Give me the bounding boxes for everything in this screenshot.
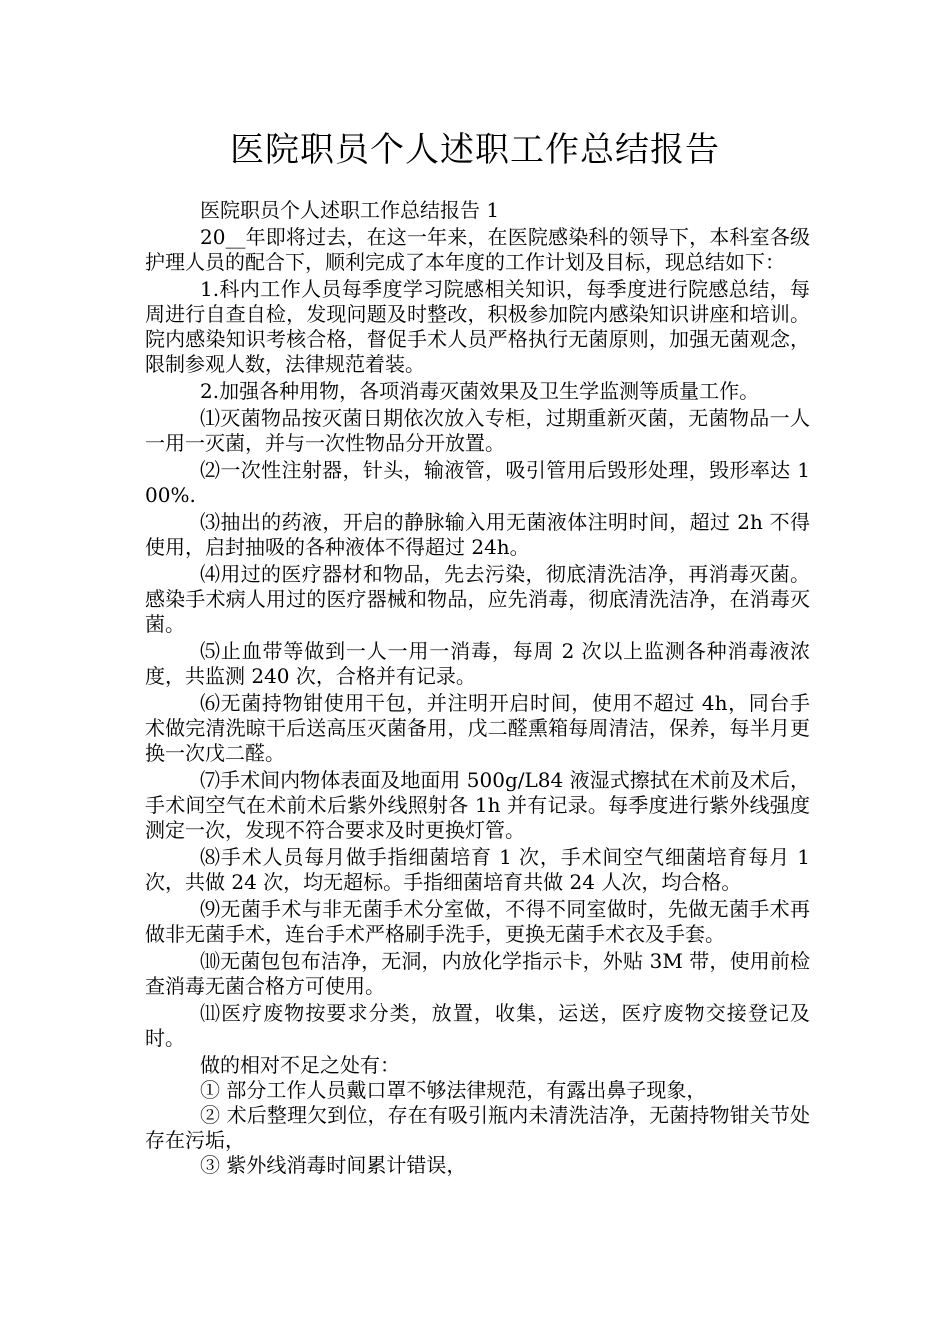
subitem-4-paragraph: ⑷用过的医疗器材和物品，先去污染，彻底清洗洁净，再消毒灭菌。感染手术病人用过的医疗器械和物品，应先消毒，彻底清洗洁净，在消毒灭菌。 <box>145 562 810 636</box>
subitem-1-paragraph: ⑴灭菌物品按灭菌日期依次放入专柜，过期重新灭菌，无菌物品一人一用一灭菌，并与一次性物品分开放置。 <box>145 406 810 455</box>
shortcoming-2: ② 术后整理欠到位，存在有吸引瓶内未清洗洁净，无菌持物钳关节处存在污垢， <box>145 1103 810 1152</box>
subitem-2-paragraph: ⑵一次性注射器，针头，输液管，吸引管用后毁形处理，毁形率达 100%. <box>145 458 810 507</box>
subitem-9-paragraph: ⑼无菌手术与非无菌手术分室做，不得不同室做时，先做无菌手术再做非无菌手术，连台手术严格刷手洗手，更换无菌手术衣及手套。 <box>145 897 810 946</box>
intro-paragraph: 20__年即将过去，在这一年来，在医院感染科的领导下，本科室各级护理人员的配合下，顺利完成了本年度的工作计划及目标，现总结如下： <box>145 225 810 274</box>
subitem-3-paragraph: ⑶抽出的药液，开启的静脉输入用无菌液体注明时间，超过 2h 不得使用，启封抽吸的各种液体不得超过 24h。 <box>145 510 810 559</box>
subitem-6-paragraph: ⑹无菌持物钳使用干包，并注明开启时间，使用不超过 4h，同台手术做完清洗晾干后送高压灭菌备用，戊二醛熏箱每周清洁，保养，每半月更换一次戊二醛。 <box>145 691 810 765</box>
document-title: 医院职员个人述职工作总结报告 <box>230 130 720 170</box>
report-subtitle: 医院职员个人述职工作总结报告 1 <box>200 198 500 222</box>
document-body <box>145 198 810 1178</box>
subitem-5-paragraph: ⑸止血带等做到一人一用一消毒，每周 2 次以上监测各种消毒液浓度，共监测 240 次，合格并有记录。 <box>145 639 810 688</box>
subitem-7-paragraph: ⑺手术间内物体表面及地面用 500g/L84 液湿式擦拭在术前及术后，手术间空气在术前术后紫外线照射各 1h 并有记录。每季度进行紫外线强度测定一次，发现不符合要求及时更换灯管。 <box>145 768 810 842</box>
subitem-10-paragraph: ⑽无菌包包布洁净，无洞，内放化学指示卡，外贴 3M 带，使用前检查消毒无菌合格方可使用。 <box>145 949 810 998</box>
shortcoming-3: ③ 紫外线消毒时间累计错误， <box>200 1153 467 1177</box>
shortcoming-1: ① 部分工作人员戴口罩不够法律规范，有露出鼻子现象， <box>200 1078 707 1102</box>
shortcomings-heading: 做的相对不足之处有： <box>200 1053 400 1077</box>
subitem-8-paragraph: ⑻手术人员每月做手指细菌培育 1 次，手术间空气细菌培育每月 1 次，共做 24 次，均无超标。手指细菌培育共做 24 人次，均合格。 <box>145 845 810 894</box>
item-1-paragraph: 1.科内工作人员每季度学习院感相关知识，每季度进行院感总结，每周进行自查自检，发现问题及时整改，积极参加院内感染知识讲座和培训。院内感染知识考核合格，督促手术人员严格执行无菌原则，加强无菌观念，限制参观人数，法律规范着装。 <box>145 277 810 376</box>
subitem-11-paragraph: ⑾医疗废物按要求分类，放置，收集，运送，医疗废物交接登记及时。 <box>145 1001 810 1050</box>
item-2-paragraph: 2.加强各种用物，各项消毒灭菌效果及卫生学监测等质量工作。 <box>200 379 760 403</box>
